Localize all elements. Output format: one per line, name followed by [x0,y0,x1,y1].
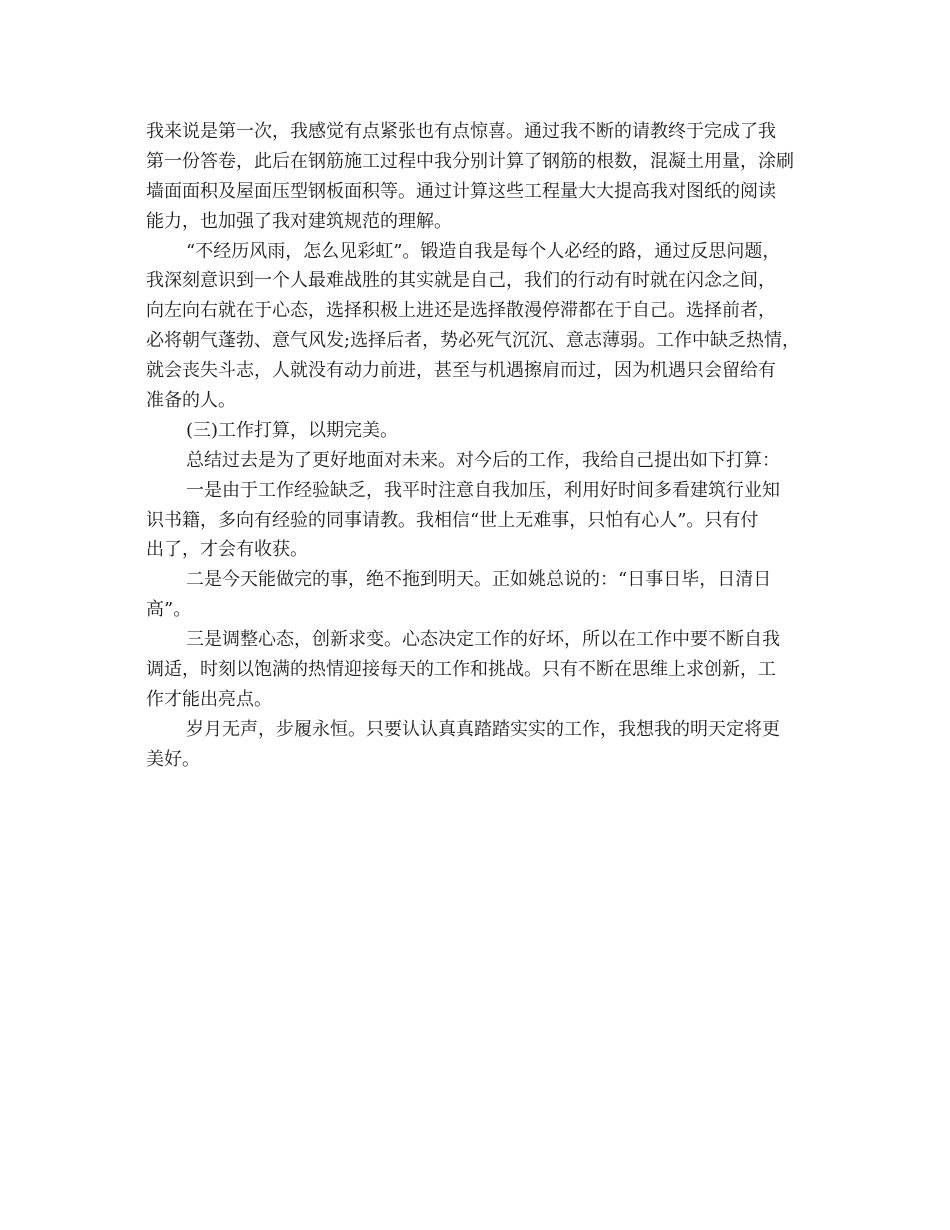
text-line: 必将朝气蓬勃、意气风发;选择后者，势必死气沉沉、意志薄弱。工作中缺乏热情， [146,330,801,352]
text-line: 第一份答卷，此后在钢筋施工过程中我分别计算了钢筋的根数，混凝土用量，涂刷 [146,150,794,172]
text-line: 准备的人。 [146,390,236,412]
document-body [146,117,826,775]
text-line: 我来说是第一次，我感觉有点紧张也有点惊喜。通过我不断的请教终于完成了我 [146,121,776,142]
text-line: 岁月无声，步履永恒。只要认认真真踏踏实实的工作，我想我的明天定将更 [186,718,780,740]
text-line: 就会丧失斗志，人就没有动力前进，甚至与机遇擦肩而过，因为机遇只会留给有 [146,360,776,382]
text-line: 出了，才会有收获。 [146,539,308,561]
text-line: 高”。 [146,599,192,621]
section-heading: (三)工作打算，以期完美。 [186,419,399,441]
text-line: 三是调整心态，创新求变。心态决定工作的好坏，所以在工作中要不断自我 [186,629,780,651]
text-line: 能力，也加强了我对建筑规范的理解。 [146,210,452,232]
text-line: 调适，时刻以饱满的热情迎接每天的工作和挑战。只有不断在思维上求创新，工 [146,659,776,681]
text-line: 作才能出亮点。 [146,688,272,710]
text-line: 二是今天能做完的事，绝不拖到明天。正如姚总说的：“日事日毕，日清日 [186,569,772,591]
text-line: 识书籍，多向有经验的同事请教。我相信“世上无难事，只怕有心人”。只有付 [146,509,759,531]
text-line: 总结过去是为了更好地面对未来。对今后的工作，我给自己提出如下打算： [186,449,780,471]
text-line: 一是由于工作经验缺乏，我平时注意自我加压，利用好时间多看建筑行业知 [186,479,780,501]
text-line: 墙面面积及屋面压型钢板面积等。通过计算这些工程量大大提高我对图纸的阅读 [146,180,776,202]
text-line: 我深刻意识到一个人最难战胜的其实就是自己，我们的行动有时就在闪念之间， [146,270,776,292]
text-line: “不经历风雨，怎么见彩虹”。锻造自我是每个人必经的路，通过反思问题， [186,240,781,262]
text-line: 向左向右就在于心态，选择积极上进还是选择散漫停滞都在于自己。选择前者， [146,300,776,322]
text-line: 美好。 [146,748,200,770]
